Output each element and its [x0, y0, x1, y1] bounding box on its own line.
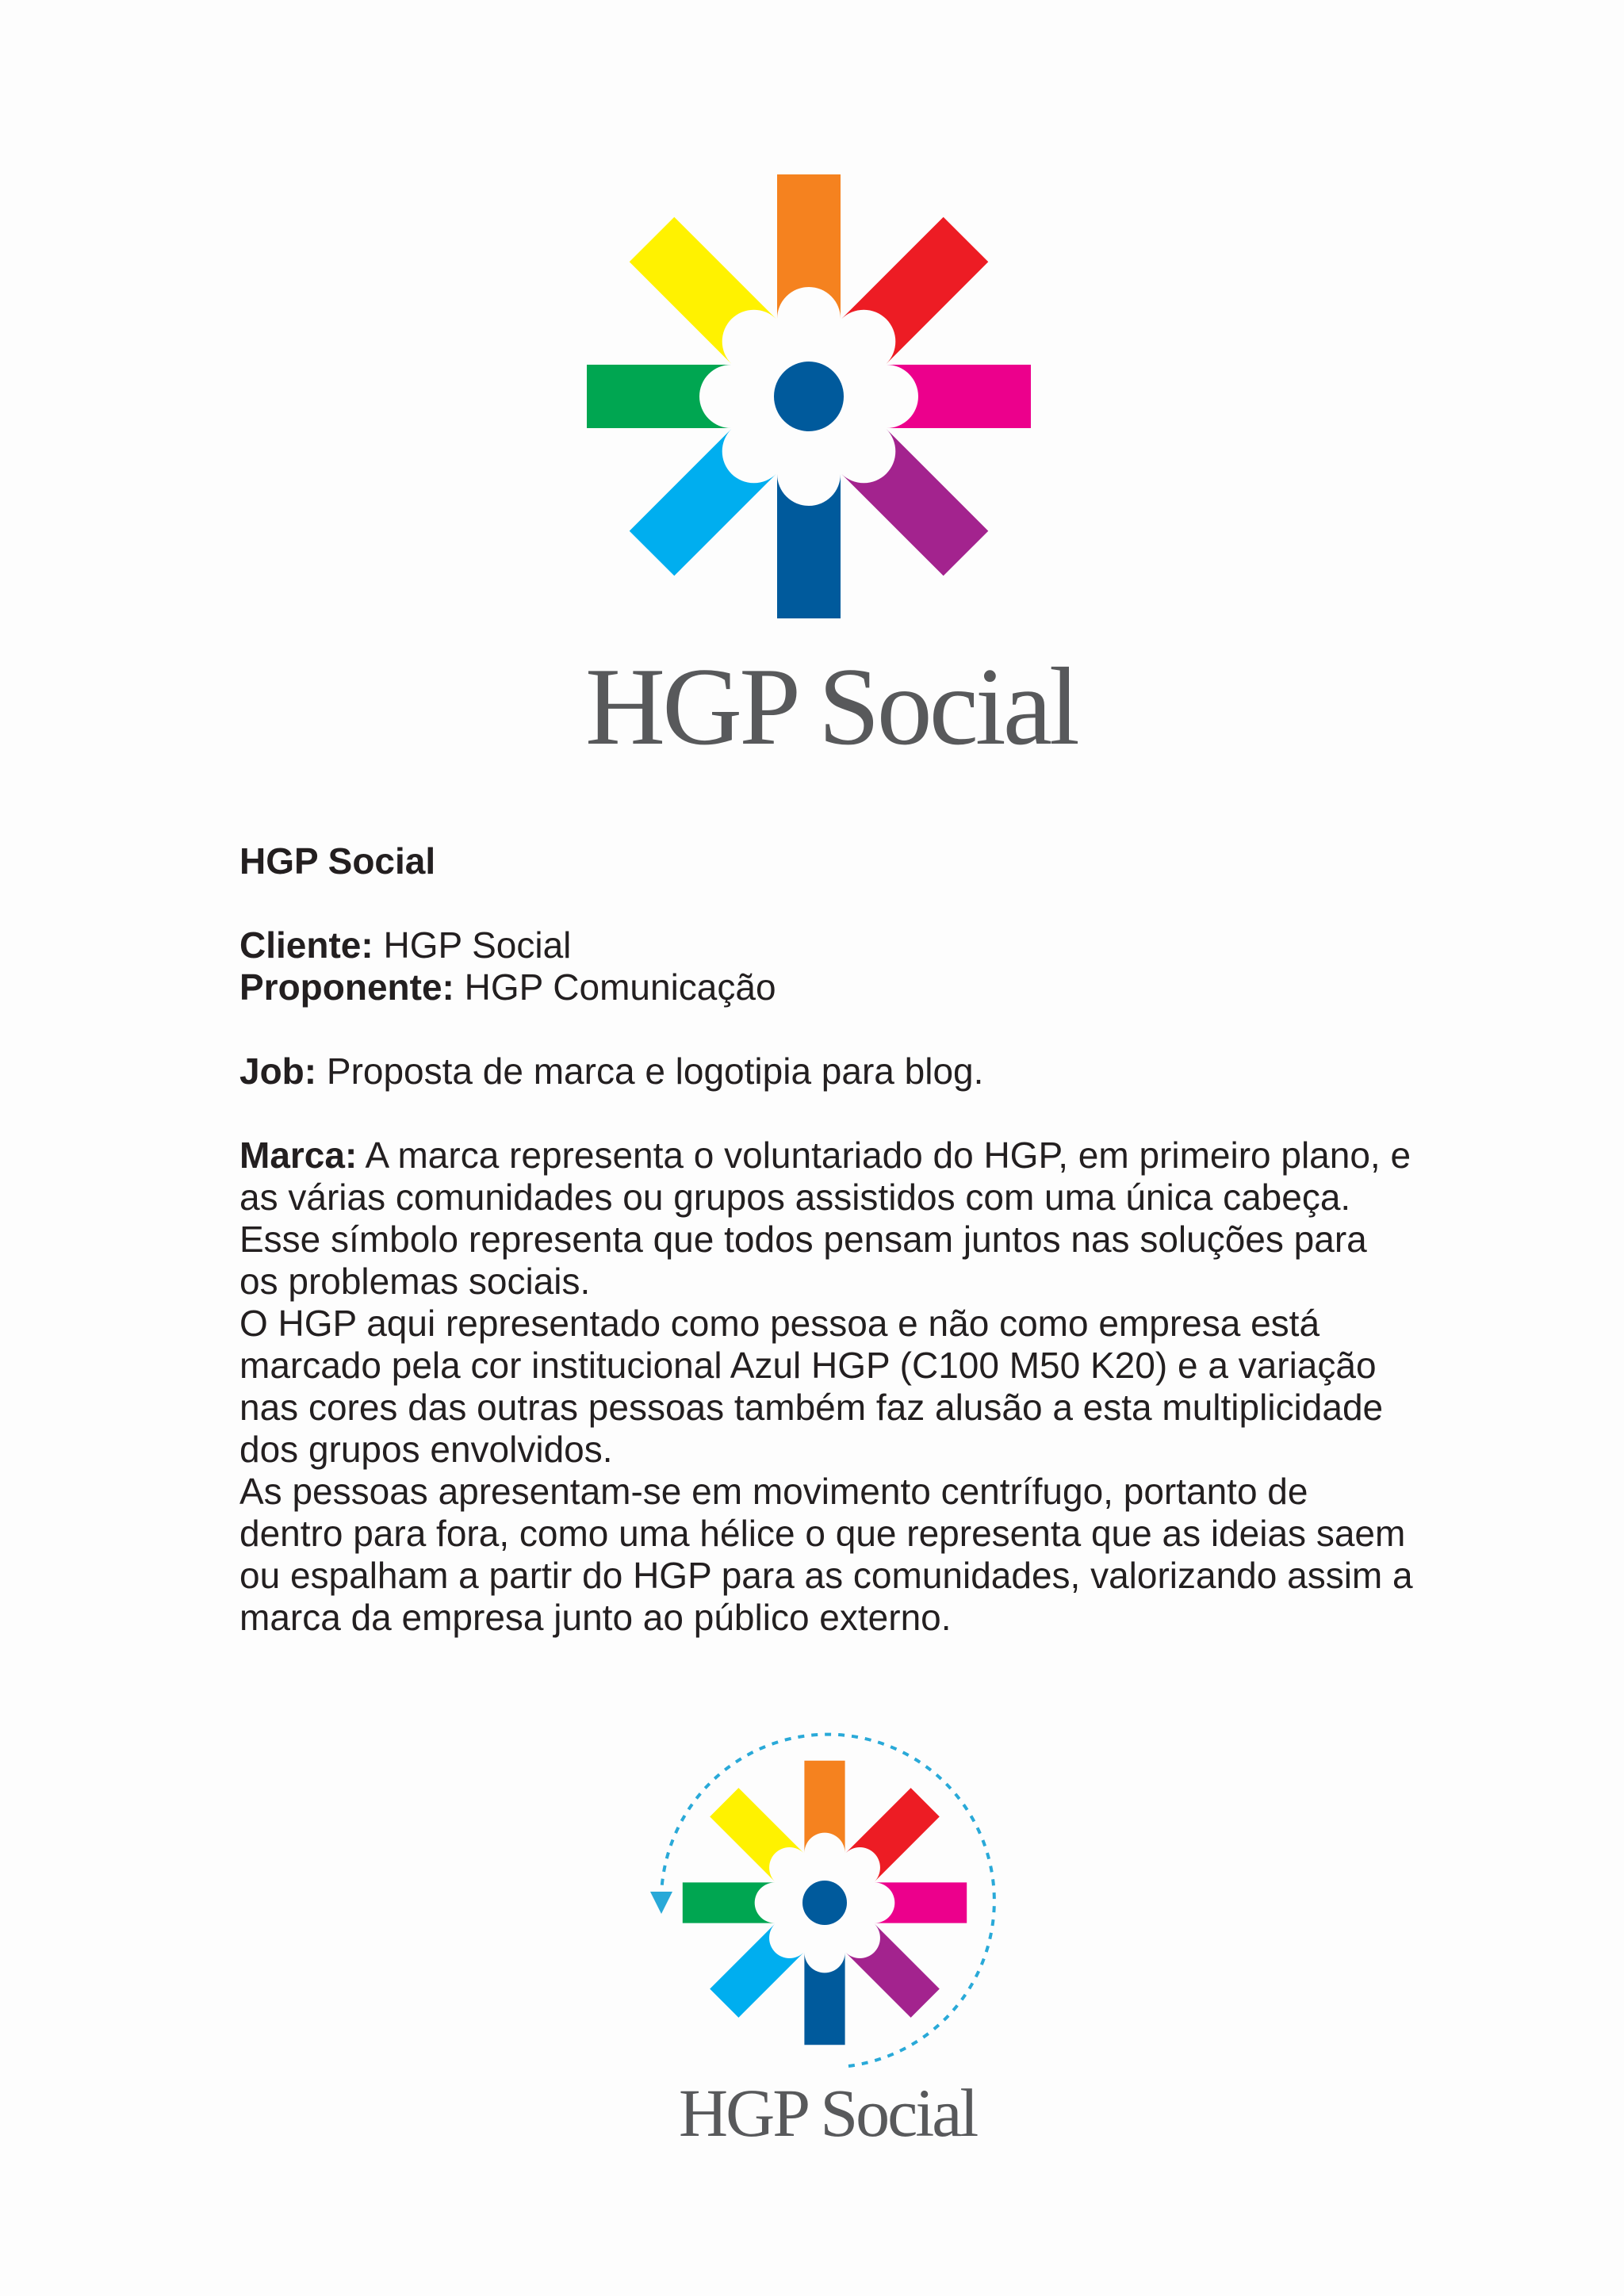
brand-line: dos grupos envolvidos.	[239, 1429, 613, 1470]
logo-ray-orange	[777, 174, 841, 319]
logo-ray-green	[683, 1882, 775, 1923]
brand-line: dentro para fora, como uma hélice o que representa que as ideias saem	[239, 1513, 1406, 1554]
brand-line: As pessoas apresentam-se em movimento centrífugo, portanto de	[239, 1471, 1308, 1512]
proponent-value: HGP Comunicação	[464, 966, 776, 1008]
logo-ray-purple	[845, 1923, 940, 2018]
logo-ray-green	[587, 365, 731, 428]
logo-head	[802, 1881, 847, 1925]
brand-line: as várias comunidades ou grupos assistidos com uma única cabeça.	[239, 1177, 1351, 1218]
logo-ray-magenta	[887, 365, 1031, 428]
logo-wordmark-small: HGP Social	[679, 2075, 977, 2151]
brand-line: O HGP aqui representado como pessoa e não como empresa está	[239, 1303, 1320, 1344]
logo-ray-yellow	[710, 1788, 804, 1882]
job-value: Proposta de marca e logotipia para blog.	[326, 1050, 984, 1092]
logo-head	[774, 362, 844, 431]
job-label: Job:	[239, 1050, 317, 1092]
brand-line: marcado pela cor institucional Azul HGP (C100 M50 K20) e a variação	[239, 1345, 1377, 1386]
brand-line: Esse símbolo representa que todos pensam juntos nas soluções para	[239, 1219, 1367, 1260]
logo-ray-blue	[804, 1953, 845, 2045]
logo-ray-magenta	[875, 1882, 967, 1923]
logo-ray-yellow	[630, 217, 776, 364]
brand-line: os problemas sociais.	[239, 1261, 591, 1302]
logo-ray-red	[841, 217, 988, 364]
hgp-social-logo-symbol	[571, 159, 1047, 634]
logo-ray-cyan	[710, 1923, 804, 2018]
client-value: HGP Social	[383, 924, 572, 966]
brand-line: marca da empresa junto ao público externo.	[239, 1597, 952, 1638]
logo-ray-orange	[804, 1761, 845, 1853]
logo-ray-red	[845, 1788, 940, 1882]
proponent-label: Proponente:	[239, 966, 454, 1008]
document-title: HGP Social	[239, 840, 436, 882]
hgp-social-logo-rotation	[634, 1720, 1015, 2085]
brand-line: ou espalham a partir do HGP para as comunidades, valorizando assim a	[239, 1555, 1413, 1596]
brand-line: A marca representa o voluntariado do HGP, em primeiro plano, e	[365, 1135, 1411, 1176]
brand-paragraph	[239, 1135, 1508, 1639]
logo-ray-purple	[841, 429, 988, 576]
logo-ray-cyan	[630, 429, 776, 576]
brand-label: Marca:	[239, 1135, 358, 1176]
client-label: Cliente:	[239, 924, 373, 966]
logo-ray-blue	[777, 474, 841, 618]
logo-wordmark: HGP Social	[585, 645, 1077, 768]
brand-description	[239, 840, 1508, 1639]
brand-line: nas cores das outras pessoas também faz alusão a esta multiplicidade	[239, 1387, 1384, 1428]
arrow-head-icon	[650, 1892, 672, 1914]
